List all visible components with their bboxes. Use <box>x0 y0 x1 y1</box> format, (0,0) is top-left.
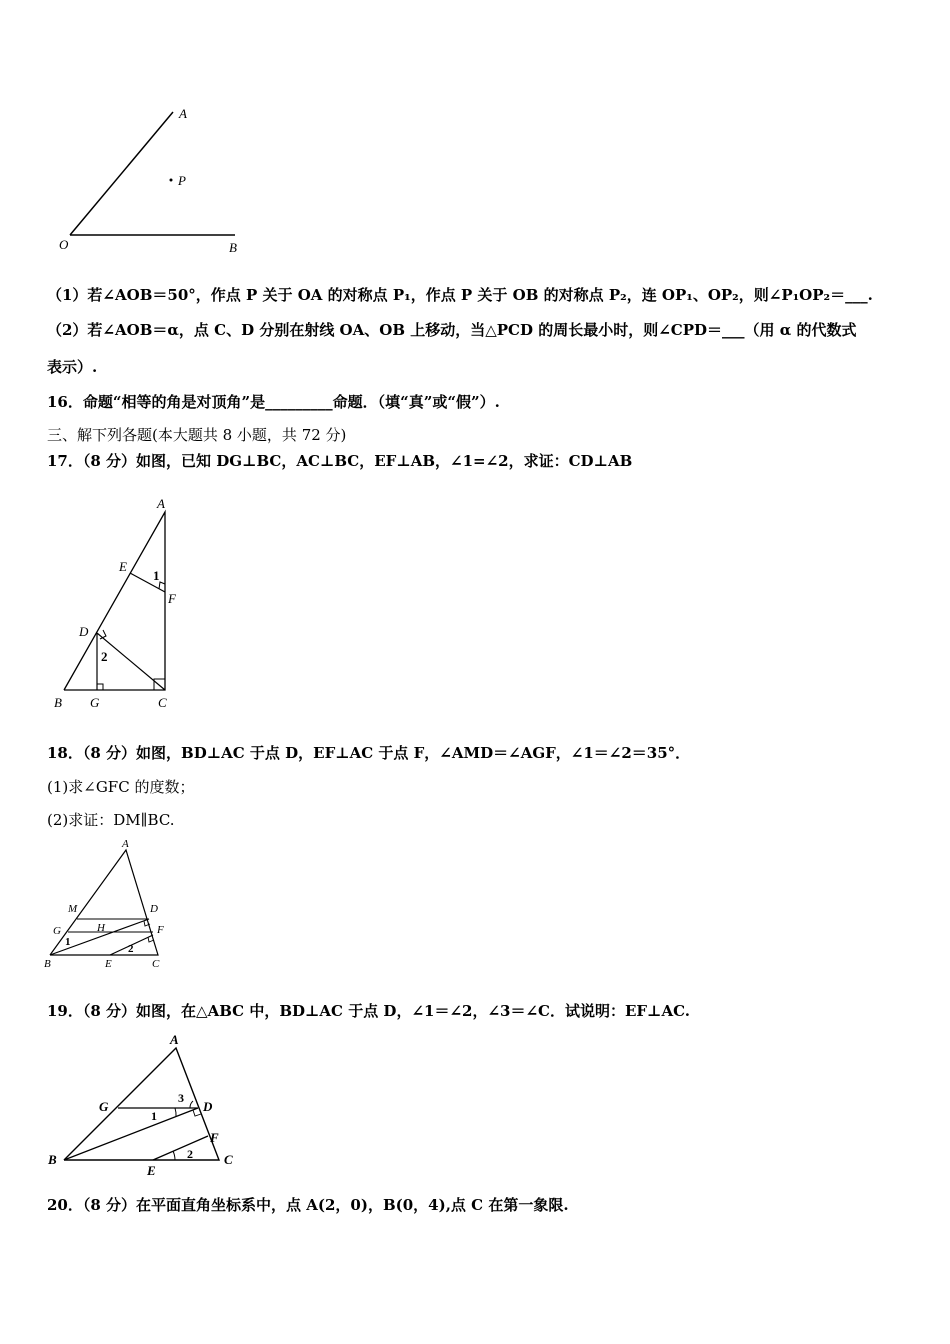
label-f: F <box>157 924 164 936</box>
label-f: F <box>168 591 176 606</box>
section3-title: 三、解下列各题(本大题共 8 小题，共 72 分) <box>47 426 347 444</box>
label-g: G <box>99 1099 109 1114</box>
arc-angle-1 <box>175 1108 176 1117</box>
label-c: C <box>152 958 160 970</box>
right-angle-f <box>159 582 165 589</box>
label-b: B <box>48 1152 57 1167</box>
q18-sub2: (2)求证：DM∥BC. <box>47 811 175 829</box>
label-angle-1: 1 <box>65 936 71 948</box>
q15-part2-b: 表示）. <box>47 358 98 376</box>
label-e: E <box>147 1163 156 1178</box>
label-a: A <box>122 838 129 850</box>
arc-angle-3 <box>190 1101 193 1108</box>
label-c: C <box>158 695 167 710</box>
label-d: D <box>203 1099 213 1114</box>
q18-sub1: (1)求∠GFC 的度数； <box>47 778 195 796</box>
label-angle-2: 2 <box>187 1147 193 1161</box>
label-d: D <box>79 624 89 639</box>
label-p: P <box>178 173 186 188</box>
q18-text: 18．（8 分）如图，BD⊥AC 于点 D，EF⊥AC 于点 F，∠AMD＝∠AGF，∠1＝∠2＝35°． <box>47 744 691 762</box>
q16-text: 16．命题“相等的角是对顶角”是_________命题．（填“真”或“假”）. <box>47 393 500 411</box>
q20-text: 20．（8 分）在平面直角坐标系中，点 A(2，0)，B(0，4),点 C 在第一象限. <box>47 1196 569 1214</box>
label-g: G <box>53 925 61 937</box>
label-angle-3: 3 <box>178 1091 184 1105</box>
label-o: O <box>59 237 69 252</box>
label-angle-2: 2 <box>101 649 108 664</box>
label-b: B <box>44 958 51 970</box>
ray-oa <box>70 112 173 235</box>
q17-text: 17．（8 分）如图，已知 DG⊥BC，AC⊥BC，EF⊥AB，∠1=∠2，求证：CD⊥AB <box>47 452 633 470</box>
right-angle-g <box>97 684 103 690</box>
label-e: E <box>105 958 112 970</box>
label-e: E <box>119 559 127 574</box>
triangle-abc <box>64 512 165 690</box>
point-p <box>170 179 173 182</box>
label-angle-1: 1 <box>153 568 160 583</box>
figure-q17 <box>48 494 188 716</box>
figure-q18 <box>40 835 180 975</box>
figure-angle-aob <box>55 100 255 260</box>
q15-part1: （1）若∠AOB＝50°，作点 P 关于 OA 的对称点 P₁，作点 P 关于 OB 的对称点 P₂，连 OP₁、OP₂，则∠P₁OP₂＝___. <box>47 286 873 304</box>
q15-part2-a: （2）若∠AOB＝α，点 C、D 分别在射线 OA、OB 上移动，当△PCD 的周长最小时，则∠CPD＝___（用 α 的代数式 <box>47 321 857 339</box>
label-a: A <box>179 106 187 121</box>
label-b: B <box>54 695 62 710</box>
segment-ef <box>153 1136 208 1160</box>
label-c: C <box>224 1152 233 1167</box>
figure-q19 <box>40 1030 250 1180</box>
label-d: D <box>150 903 158 915</box>
label-h: H <box>97 922 105 934</box>
label-a: A <box>170 1032 179 1047</box>
segment-bd <box>64 1108 198 1160</box>
triangle-abc <box>64 1048 219 1160</box>
label-angle-2: 2 <box>128 943 134 955</box>
q19-text: 19．（8 分）如图，在△ABC 中，BD⊥AC 于点 D，∠1＝∠2，∠3＝∠C．试说明：EF⊥AC. <box>47 1002 690 1020</box>
label-a: A <box>157 496 165 511</box>
label-angle-1: 1 <box>151 1109 157 1123</box>
arc-angle-2 <box>173 1151 175 1160</box>
label-f: F <box>210 1130 219 1145</box>
right-angle-d <box>100 630 106 639</box>
label-g: G <box>90 695 100 710</box>
label-m: M <box>68 903 78 915</box>
label-b: B <box>229 240 237 255</box>
